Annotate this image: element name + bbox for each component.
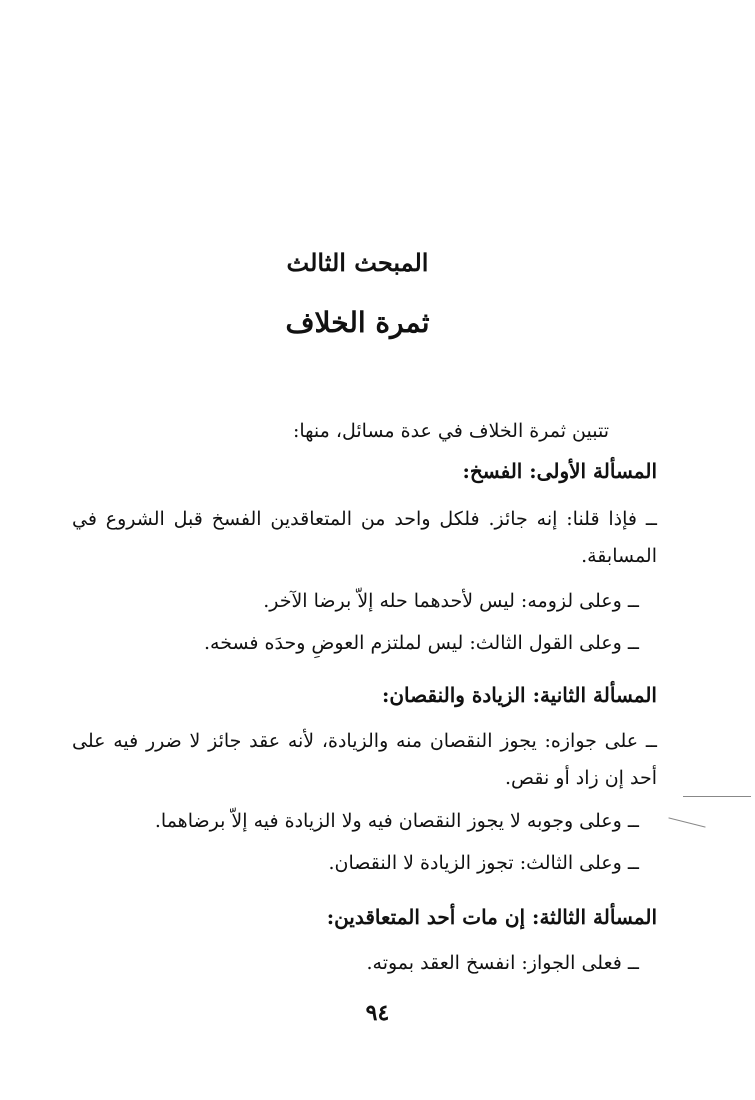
issue1-item1: ــ فإذا قلنا: إنه جائز. فلكل واحد من المتعاقدين الفسخ قبل الشروع في المسابقة. <box>72 508 657 567</box>
issue1-item2: ــ وعلى لزومه: ليس لأحدهما حله إلاّ برضا الآخر. <box>263 590 639 612</box>
margin-mark <box>683 796 751 797</box>
issue2-item3: ــ وعلى الثالث: تجوز الزيادة لا النقصان. <box>328 852 639 874</box>
issue3-heading: المسألة الثالثة: إن مات أحد المتعاقدين: <box>326 905 657 929</box>
section-label: المبحث الثالث <box>286 248 429 277</box>
issue2-item1: ــ على جوازه: يجوز النقصان منه والزيادة، لأنه عقد جائز لا ضرر فيه على أحد إن زاد أو نقص. <box>72 730 657 789</box>
intro-line: تتبين ثمرة الخلاف في عدة مسائل، منها: <box>292 420 609 442</box>
issue2-item2: ــ وعلى وجوبه لا يجوز النقصان فيه ولا الزيادة فيه إلاّ برضاهما. <box>154 810 639 832</box>
issue2-heading: المسألة الثانية: الزيادة والنقصان: <box>381 683 657 707</box>
page-number: ٩٤ <box>365 1000 390 1026</box>
issue1-item3: ــ وعلى القول الثالث: ليس لملتزم العوضِ وحدَه فسخه. <box>203 632 639 654</box>
issue3-item1: ــ فعلى الجواز: انفسخ العقد بموته. <box>366 952 639 974</box>
margin-mark <box>668 817 705 827</box>
section-title: ثمرة الخلاف <box>285 306 430 339</box>
issue1-heading: المسألة الأولى: الفسخ: <box>462 459 657 483</box>
